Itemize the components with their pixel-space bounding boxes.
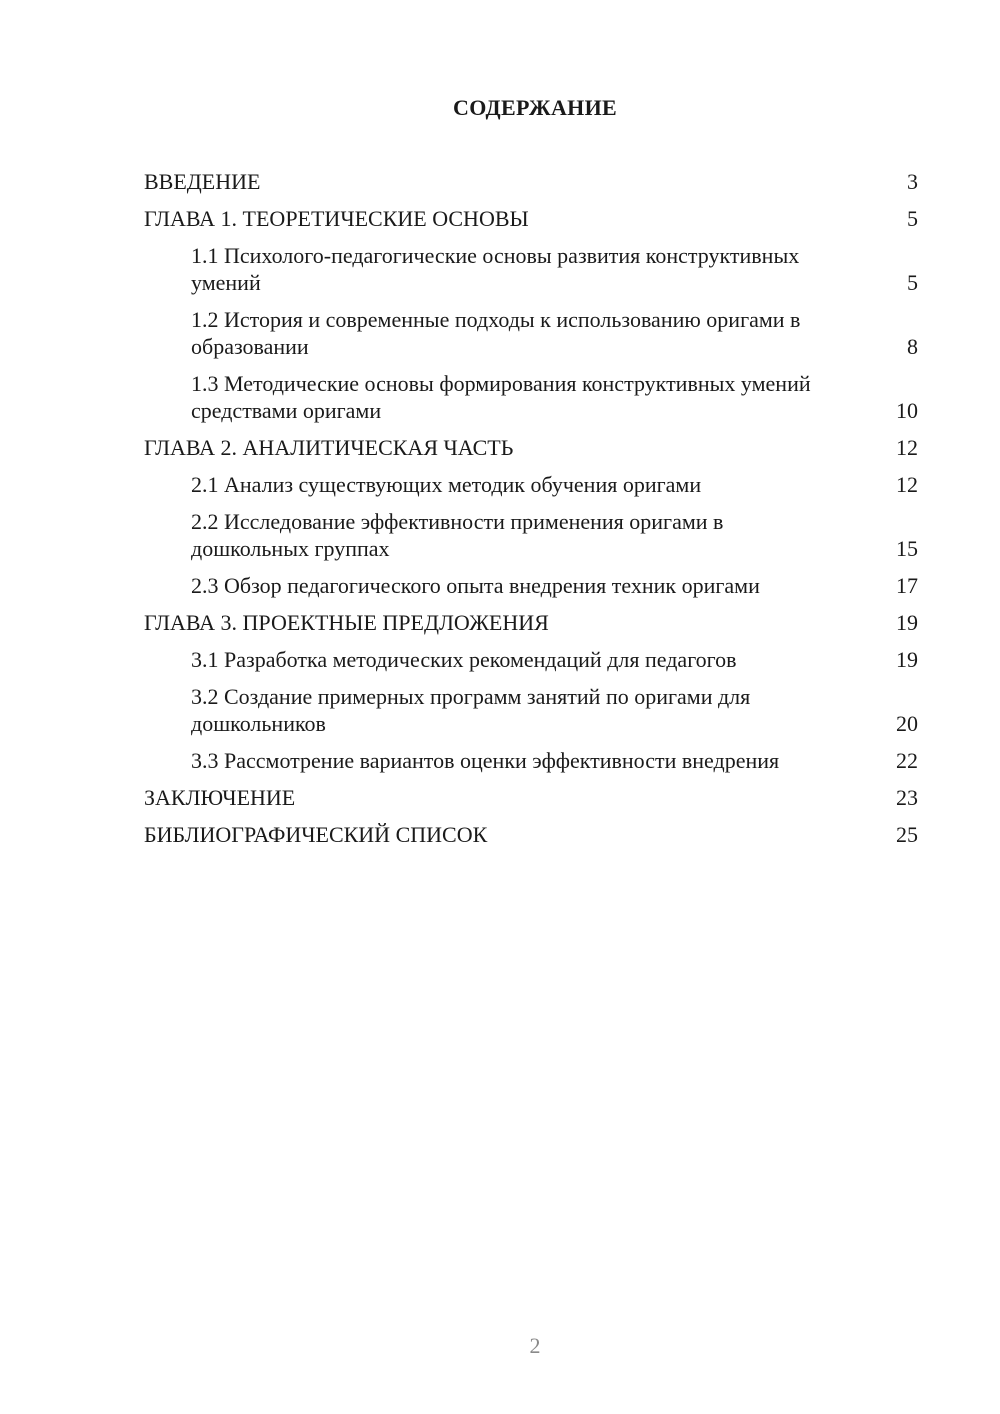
toc-entry-page: 17 [896,573,918,598]
toc-entry-text: 1.3 Методические основы формирования конструктивных умений средствами оригами [191,371,811,423]
toc-entry-text: 3.1 Разработка методических рекомендаций для педагогов [191,647,737,672]
toc-entry-section-2-1[interactable] [144,471,918,498]
toc-entry-section-1-3[interactable] [144,370,918,424]
toc-entry-section-3-1[interactable] [144,646,918,673]
toc-entry-page: 15 [896,536,918,561]
toc-entry-section-1-2[interactable] [144,306,918,360]
toc-entry-conclusion[interactable] [144,784,918,811]
toc-entry-page: 10 [896,398,918,423]
toc-entry-text: ГЛАВА 1. ТЕОРЕТИЧЕСКИЕ ОСНОВЫ [144,206,529,231]
toc-entry-chapter-3[interactable] [144,609,918,636]
toc-entry-bibliography[interactable] [144,821,918,848]
toc-entry-text: ГЛАВА 2. АНАЛИТИЧЕСКАЯ ЧАСТЬ [144,435,514,460]
toc-entry-text: ВВЕДЕНИЕ [144,169,261,194]
page-number: 2 [529,1333,541,1358]
toc-entry-page: 12 [896,472,918,497]
toc-entry-chapter-1[interactable] [144,205,918,232]
toc-entry-chapter-2[interactable] [144,434,918,461]
table-of-contents [144,168,918,848]
toc-entry-page: 25 [896,822,918,847]
toc-entry-page: 20 [896,711,918,736]
toc-entry-page: 5 [907,270,918,295]
toc-entry-text: ЗАКЛЮЧЕНИЕ [144,785,296,810]
toc-entry-page: 22 [896,748,918,773]
toc-entry-section-2-2[interactable] [144,508,918,562]
toc-entry-text: 1.1 Психолого-педагогические основы развития конструктивных умений [191,243,800,295]
toc-entry-text: 2.3 Обзор педагогического опыта внедрения техник оригами [191,573,760,598]
toc-entry-text: 1.2 История и современные подходы к использованию оригами в образовании [191,307,801,359]
toc-entry-text: 2.1 Анализ существующих методик обучения оригами [191,472,702,497]
toc-entry-introduction[interactable] [144,168,918,195]
page-title: СОДЕРЖАНИЕ [453,95,617,120]
toc-entry-page: 3 [907,169,918,194]
toc-entry-text: БИБЛИОГРАФИЧЕСКИЙ СПИСОК [144,822,488,847]
toc-entry-section-2-3[interactable] [144,572,918,599]
toc-entry-page: 23 [896,785,918,810]
toc-entry-text: 3.3 Рассмотрение вариантов оценки эффективности внедрения [191,748,780,773]
toc-entry-page: 8 [907,334,918,359]
toc-entry-text: ГЛАВА 3. ПРОЕКТНЫЕ ПРЕДЛОЖЕНИЯ [144,610,549,635]
toc-entry-section-3-2[interactable] [144,683,918,737]
toc-entry-text: 3.2 Создание примерных программ занятий по оригами для дошкольников [191,684,751,736]
toc-entry-page: 5 [907,206,918,231]
toc-entry-text: 2.2 Исследование эффективности применения оригами в дошкольных группах [191,509,724,561]
toc-entry-page: 12 [896,435,918,460]
toc-entry-section-3-3[interactable] [144,747,918,774]
toc-entry-section-1-1[interactable] [144,242,918,296]
toc-entry-page: 19 [896,647,918,672]
toc-entry-page: 19 [896,610,918,635]
